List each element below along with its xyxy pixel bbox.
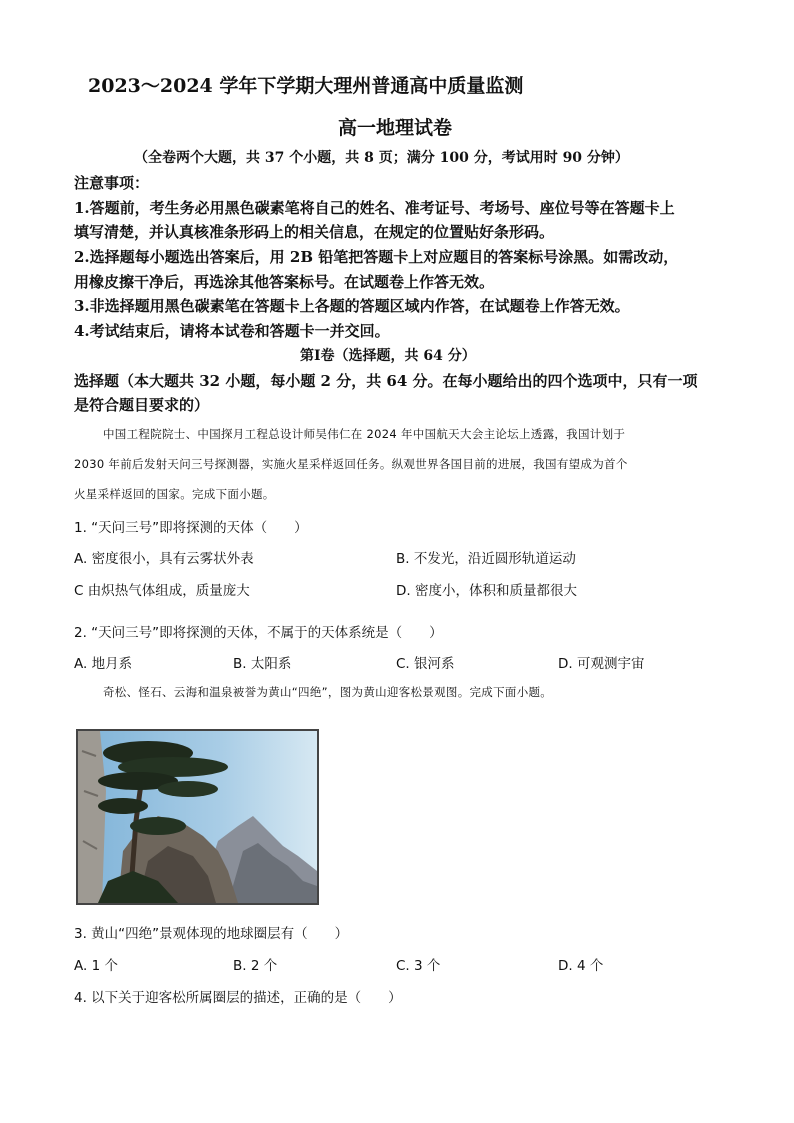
q3-option-a: A. 1 个 — [74, 958, 118, 974]
q1-option-b: B. 不发光，沿近圆形轨道运动 — [396, 551, 576, 567]
note-line-4: 用橡皮擦干净后，再选涂其他答案标号。在试题卷上作答无效。 — [74, 273, 495, 291]
passage2: 奇松、怪石、云海和温泉被誉为黄山“四绝”，图为黄山迎客松景观图。完成下面小题。 — [103, 685, 553, 699]
q3-option-d: D. 4 个 — [558, 958, 604, 974]
huangshan-pine-photo — [76, 729, 319, 905]
exam-title: 2023～2024 学年下学期大理州普通高中质量监测 — [88, 75, 524, 97]
q3-option-c: C. 3 个 — [396, 958, 441, 974]
q4-stem: 4. 以下关于迎客松所属圈层的描述，正确的是（ ） — [74, 990, 402, 1006]
note-line-5: 3.非选择题用黑色碳素笔在答题卡上各题的答题区域内作答，在试题卷上作答无效。 — [74, 297, 630, 315]
section-title: 第Ⅰ卷（选择题，共 64 分） — [300, 348, 476, 364]
q2-option-b: B. 太阳系 — [233, 656, 292, 672]
q1-option-c: C 由炽热气体组成，质量庞大 — [74, 583, 250, 599]
note-line-1: 1.答题前，考生务必用黑色碳素笔将自己的姓名、准考证号、考场号、座位号等在答题卡上 — [74, 199, 675, 217]
q2-stem: 2. “天问三号”即将探测的天体，不属于的天体系统是（ ） — [74, 625, 443, 641]
exam-info: （全卷两个大题，共 37 个小题，共 8 页；满分 100 分，考试用时 90 分钟） — [134, 150, 629, 166]
note-line-2: 填写清楚，并认真核准条形码上的相关信息，在规定的位置贴好条形码。 — [74, 223, 555, 241]
q2-option-c: C. 银河系 — [396, 656, 455, 672]
passage1-line-3: 火星采样返回的国家。完成下面小题。 — [74, 487, 275, 501]
note-line-3: 2.选择题每小题选出答案后，用 2B 铅笔把答题卡上对应题目的答案标号涂黑。如需改动， — [74, 248, 679, 266]
q3-option-b: B. 2 个 — [233, 958, 278, 974]
q1-option-a: A. 密度很小，具有云雾状外表 — [74, 551, 254, 567]
q2-option-d: D. 可观测宇宙 — [558, 656, 645, 672]
q1-stem: 1. “天问三号”即将探测的天体（ ） — [74, 520, 308, 536]
passage1-line-2: 2030 年前后发射天问三号探测器，实施火星采样返回任务。纵观世界各国目前的进展，我国有望成为首个 — [74, 457, 628, 471]
note-line-6: 4.考试结束后，请将本试卷和答题卡一并交回。 — [74, 322, 390, 340]
section-instruction-1: 选择题（本大题共 32 小题，每小题 2 分，共 64 分。在每小题给出的四个选项中，只有一项 — [74, 372, 698, 390]
q3-stem: 3. 黄山“四绝”景观体现的地球圈层有（ ） — [74, 926, 349, 942]
notes-heading: 注意事项： — [74, 174, 150, 192]
section-instruction-2: 是符合题目要求的） — [74, 396, 210, 414]
q2-option-a: A. 地月系 — [74, 656, 133, 672]
q1-option-d: D. 密度小，体积和质量都很大 — [396, 583, 577, 599]
passage1-line-1: 中国工程院院士、中国探月工程总设计师吴伟仁在 2024 年中国航天大会主论坛上透露，我国计划于 — [103, 427, 626, 441]
exam-subtitle: 高一地理试卷 — [338, 117, 453, 139]
